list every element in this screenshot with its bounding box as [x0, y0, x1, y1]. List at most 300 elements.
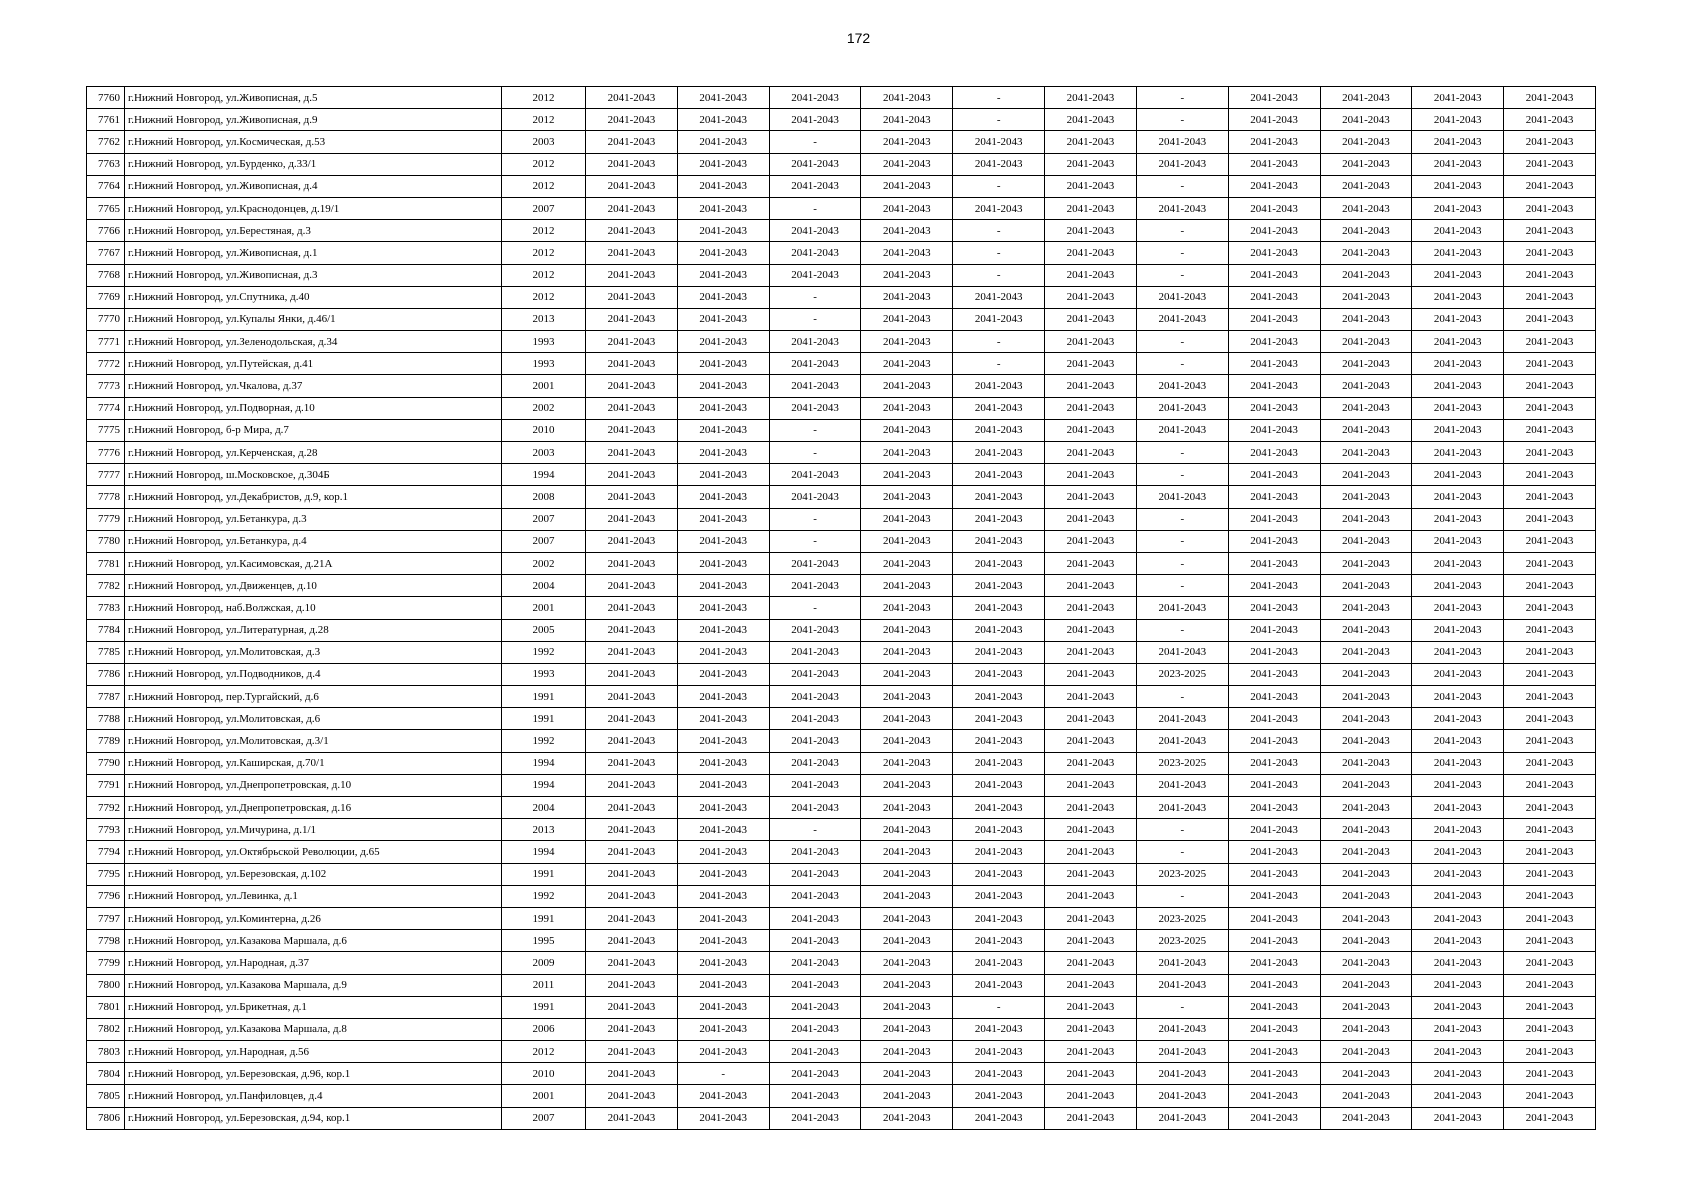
period-cell: 2041-2043 — [1045, 686, 1137, 708]
period-cell: 2041-2043 — [953, 308, 1045, 330]
period-cell: 2041-2043 — [1504, 464, 1596, 486]
period-cell: 2041-2043 — [953, 1018, 1045, 1040]
period-cell: 2041-2043 — [861, 1041, 953, 1063]
period-cell: 2041-2043 — [1320, 996, 1412, 1018]
period-cell: 2041-2043 — [861, 597, 953, 619]
period-cell: 2041-2043 — [1412, 930, 1504, 952]
row-number-cell: 7786 — [87, 663, 125, 685]
period-cell: 2041-2043 — [769, 464, 861, 486]
address-cell: г.Нижний Новгород, ул.Декабристов, д.9, кор.1 — [125, 486, 502, 508]
row-number-cell: 7780 — [87, 530, 125, 552]
row-number-cell: 7766 — [87, 220, 125, 242]
year-cell: 2007 — [502, 197, 586, 219]
period-cell: 2041-2043 — [586, 863, 678, 885]
address-cell: г.Нижний Новгород, ул.Мичурина, д.1/1 — [125, 819, 502, 841]
row-number-cell: 7777 — [87, 464, 125, 486]
period-cell: - — [1136, 442, 1228, 464]
period-cell: 2041-2043 — [1504, 1107, 1596, 1129]
period-cell: - — [953, 175, 1045, 197]
period-cell: 2041-2043 — [1320, 730, 1412, 752]
address-cell: г.Нижний Новгород, ул.Чкалова, д.37 — [125, 375, 502, 397]
table-row — [87, 286, 1596, 308]
period-cell: 2041-2043 — [953, 1063, 1045, 1085]
period-cell: 2041-2043 — [953, 597, 1045, 619]
period-cell: 2041-2043 — [1228, 220, 1320, 242]
period-cell: 2041-2043 — [1228, 397, 1320, 419]
period-cell: 2041-2043 — [1136, 641, 1228, 663]
period-cell: 2041-2043 — [1045, 996, 1137, 1018]
period-cell: 2041-2043 — [586, 930, 678, 952]
period-cell: 2041-2043 — [1045, 907, 1137, 929]
year-cell: 1992 — [502, 885, 586, 907]
period-cell: 2041-2043 — [586, 175, 678, 197]
period-cell: 2041-2043 — [677, 663, 769, 685]
year-cell: 1994 — [502, 464, 586, 486]
row-number-cell: 7796 — [87, 885, 125, 907]
row-number-cell: 7805 — [87, 1085, 125, 1107]
period-cell: - — [953, 996, 1045, 1018]
period-cell: 2041-2043 — [1228, 597, 1320, 619]
year-cell: 2003 — [502, 131, 586, 153]
period-cell: 2041-2043 — [677, 1107, 769, 1129]
period-cell: 2041-2043 — [1045, 286, 1137, 308]
period-cell: 2041-2043 — [1136, 286, 1228, 308]
row-number-cell: 7792 — [87, 797, 125, 819]
period-cell: 2041-2043 — [953, 730, 1045, 752]
period-cell: 2041-2043 — [1320, 686, 1412, 708]
period-cell: 2041-2043 — [1412, 464, 1504, 486]
period-cell: 2041-2043 — [1228, 1041, 1320, 1063]
period-cell: 2041-2043 — [769, 1063, 861, 1085]
period-cell: 2041-2043 — [1228, 930, 1320, 952]
period-cell: 2041-2043 — [1136, 153, 1228, 175]
year-cell: 2007 — [502, 530, 586, 552]
period-cell: 2041-2043 — [1412, 331, 1504, 353]
address-cell: г.Нижний Новгород, ул.Зеленодольская, д.34 — [125, 331, 502, 353]
period-cell: 2041-2043 — [953, 907, 1045, 929]
row-number-cell: 7801 — [87, 996, 125, 1018]
period-cell: 2041-2043 — [1504, 907, 1596, 929]
period-cell: 2041-2043 — [1320, 397, 1412, 419]
period-cell: 2041-2043 — [1228, 87, 1320, 109]
period-cell: 2041-2043 — [586, 375, 678, 397]
row-number-cell: 7791 — [87, 774, 125, 796]
period-cell: 2041-2043 — [586, 974, 678, 996]
period-cell: - — [953, 242, 1045, 264]
address-cell: г.Нижний Новгород, ул.Днепропетровская, д.16 — [125, 797, 502, 819]
period-cell: 2041-2043 — [1504, 353, 1596, 375]
address-cell: г.Нижний Новгород, ул.Березовская, д.94, кор.1 — [125, 1107, 502, 1129]
table-row — [87, 752, 1596, 774]
period-cell: 2041-2043 — [677, 530, 769, 552]
table-row — [87, 1107, 1596, 1129]
period-cell: 2041-2043 — [1504, 331, 1596, 353]
period-cell: 2041-2043 — [1136, 974, 1228, 996]
address-cell: г.Нижний Новгород, ул.Живописная, д.3 — [125, 264, 502, 286]
period-cell: 2041-2043 — [586, 1018, 678, 1040]
period-cell: 2041-2043 — [1320, 331, 1412, 353]
period-cell: 2041-2043 — [1045, 708, 1137, 730]
period-cell: 2041-2043 — [953, 464, 1045, 486]
address-cell: г.Нижний Новгород, ул.Каширская, д.70/1 — [125, 752, 502, 774]
year-cell: 2012 — [502, 1041, 586, 1063]
period-cell: 2041-2043 — [1045, 442, 1137, 464]
period-cell: 2041-2043 — [586, 242, 678, 264]
address-cell: г.Нижний Новгород, наб.Волжская, д.10 — [125, 597, 502, 619]
period-cell: 2041-2043 — [1412, 220, 1504, 242]
period-cell: 2041-2043 — [1045, 353, 1137, 375]
row-number-cell: 7771 — [87, 331, 125, 353]
address-cell: г.Нижний Новгород, ул.Бетанкура, д.4 — [125, 530, 502, 552]
period-cell: - — [1136, 841, 1228, 863]
period-cell: 2041-2043 — [1412, 641, 1504, 663]
row-number-cell: 7798 — [87, 930, 125, 952]
period-cell: 2041-2043 — [586, 1085, 678, 1107]
period-cell: 2041-2043 — [953, 197, 1045, 219]
period-cell: 2041-2043 — [769, 1018, 861, 1040]
period-cell: 2041-2043 — [769, 1041, 861, 1063]
period-cell: 2041-2043 — [1412, 1107, 1504, 1129]
period-cell: 2041-2043 — [1504, 819, 1596, 841]
row-number-cell: 7768 — [87, 264, 125, 286]
period-cell: - — [1136, 87, 1228, 109]
period-cell: 2041-2043 — [1045, 197, 1137, 219]
period-cell: 2041-2043 — [1320, 1085, 1412, 1107]
period-cell: 2041-2043 — [1228, 331, 1320, 353]
period-cell: 2041-2043 — [861, 752, 953, 774]
table-row — [87, 575, 1596, 597]
table-row — [87, 109, 1596, 131]
period-cell: - — [1136, 819, 1228, 841]
period-cell: 2041-2043 — [1045, 131, 1137, 153]
period-cell: 2041-2043 — [1228, 907, 1320, 929]
period-cell: - — [769, 197, 861, 219]
table-row — [87, 175, 1596, 197]
row-number-cell: 7802 — [87, 1018, 125, 1040]
period-cell: 2041-2043 — [769, 175, 861, 197]
period-cell: 2041-2043 — [1228, 375, 1320, 397]
year-cell: 2012 — [502, 220, 586, 242]
period-cell: 2041-2043 — [586, 575, 678, 597]
address-cell: г.Нижний Новгород, ул.Живописная, д.4 — [125, 175, 502, 197]
table-row — [87, 907, 1596, 929]
period-cell: 2041-2043 — [1504, 797, 1596, 819]
table-row — [87, 952, 1596, 974]
period-cell: 2041-2043 — [1412, 442, 1504, 464]
address-cell: г.Нижний Новгород, ул.Бетанкура, д.3 — [125, 508, 502, 530]
period-cell: 2041-2043 — [677, 552, 769, 574]
year-cell: 2013 — [502, 819, 586, 841]
period-cell: 2041-2043 — [1504, 397, 1596, 419]
period-cell: 2041-2043 — [1045, 109, 1137, 131]
period-cell: 2041-2043 — [769, 885, 861, 907]
period-cell: 2041-2043 — [1228, 1107, 1320, 1129]
period-cell: 2041-2043 — [1320, 1041, 1412, 1063]
period-cell: - — [1136, 552, 1228, 574]
period-cell: 2041-2043 — [1412, 885, 1504, 907]
year-cell: 1993 — [502, 663, 586, 685]
period-cell: 2041-2043 — [1412, 619, 1504, 641]
period-cell: 2041-2043 — [1412, 197, 1504, 219]
period-cell: 2041-2043 — [1320, 530, 1412, 552]
period-cell: 2041-2043 — [861, 907, 953, 929]
period-cell: 2041-2043 — [953, 930, 1045, 952]
period-cell: 2041-2043 — [1504, 530, 1596, 552]
period-cell: 2041-2043 — [1504, 686, 1596, 708]
row-number-cell: 7772 — [87, 353, 125, 375]
period-cell: 2041-2043 — [1228, 464, 1320, 486]
period-cell: - — [953, 353, 1045, 375]
period-cell: 2041-2043 — [586, 197, 678, 219]
period-cell: 2041-2043 — [1045, 863, 1137, 885]
period-cell: 2041-2043 — [861, 442, 953, 464]
period-cell: 2041-2043 — [953, 797, 1045, 819]
period-cell: 2041-2043 — [1228, 952, 1320, 974]
period-cell: 2041-2043 — [861, 774, 953, 796]
period-cell: - — [953, 331, 1045, 353]
period-cell: 2041-2043 — [1320, 863, 1412, 885]
period-cell: 2041-2043 — [861, 819, 953, 841]
period-cell: 2041-2043 — [677, 907, 769, 929]
period-cell: 2041-2043 — [677, 575, 769, 597]
table-row — [87, 619, 1596, 641]
period-cell: - — [769, 597, 861, 619]
period-cell: 2041-2043 — [1045, 974, 1137, 996]
table-row — [87, 686, 1596, 708]
period-cell: 2041-2043 — [677, 153, 769, 175]
period-cell: 2041-2043 — [1045, 552, 1137, 574]
period-cell: 2041-2043 — [586, 264, 678, 286]
period-cell: 2041-2043 — [861, 486, 953, 508]
period-cell: 2041-2043 — [1045, 597, 1137, 619]
period-cell: 2041-2043 — [1504, 641, 1596, 663]
period-cell: 2041-2043 — [953, 442, 1045, 464]
address-cell: г.Нижний Новгород, ул.Березовская, д.102 — [125, 863, 502, 885]
period-cell: - — [677, 1063, 769, 1085]
period-cell: 2041-2043 — [586, 619, 678, 641]
period-cell: 2041-2043 — [1412, 419, 1504, 441]
period-cell: 2041-2043 — [1320, 974, 1412, 996]
table-row — [87, 242, 1596, 264]
period-cell: 2041-2043 — [769, 907, 861, 929]
period-cell: 2041-2043 — [586, 397, 678, 419]
table-row — [87, 442, 1596, 464]
period-cell: 2041-2043 — [1228, 974, 1320, 996]
year-cell: 2005 — [502, 619, 586, 641]
row-number-cell: 7773 — [87, 375, 125, 397]
row-number-cell: 7787 — [87, 686, 125, 708]
address-cell: г.Нижний Новгород, ул.Движенцев, д.10 — [125, 575, 502, 597]
period-cell: 2023-2025 — [1136, 663, 1228, 685]
period-cell: 2041-2043 — [1504, 1041, 1596, 1063]
period-cell: 2041-2043 — [677, 508, 769, 530]
period-cell: 2041-2043 — [586, 552, 678, 574]
period-cell: 2041-2043 — [1504, 175, 1596, 197]
address-cell: г.Нижний Новгород, ул.Казакова Маршала, д.8 — [125, 1018, 502, 1040]
period-cell: 2041-2043 — [1228, 841, 1320, 863]
period-cell: 2041-2043 — [1412, 774, 1504, 796]
period-cell: 2041-2043 — [1504, 1063, 1596, 1085]
period-cell: 2041-2043 — [861, 619, 953, 641]
row-number-cell: 7765 — [87, 197, 125, 219]
period-cell: 2041-2043 — [861, 109, 953, 131]
period-cell: 2041-2043 — [769, 863, 861, 885]
period-cell: 2041-2043 — [677, 819, 769, 841]
year-cell: 2007 — [502, 508, 586, 530]
period-cell: 2041-2043 — [1045, 530, 1137, 552]
table-row — [87, 375, 1596, 397]
period-cell: 2041-2043 — [677, 619, 769, 641]
period-cell: 2041-2043 — [861, 952, 953, 974]
period-cell: 2041-2043 — [1320, 952, 1412, 974]
period-cell: 2041-2043 — [1320, 508, 1412, 530]
table-row — [87, 597, 1596, 619]
period-cell: 2041-2043 — [1412, 375, 1504, 397]
period-cell: 2041-2043 — [1320, 597, 1412, 619]
period-cell: 2041-2043 — [586, 885, 678, 907]
period-cell: 2041-2043 — [1228, 708, 1320, 730]
period-cell: - — [953, 264, 1045, 286]
period-cell: 2041-2043 — [1412, 486, 1504, 508]
period-cell: 2041-2043 — [1504, 863, 1596, 885]
period-cell: 2041-2043 — [1412, 308, 1504, 330]
period-cell: 2041-2043 — [1045, 153, 1137, 175]
period-cell: 2041-2043 — [1136, 1107, 1228, 1129]
period-cell: 2041-2043 — [1045, 619, 1137, 641]
year-cell: 1991 — [502, 686, 586, 708]
period-cell: 2041-2043 — [861, 1107, 953, 1129]
row-number-cell: 7784 — [87, 619, 125, 641]
period-cell: - — [1136, 264, 1228, 286]
period-cell: 2041-2043 — [1504, 131, 1596, 153]
row-number-cell: 7762 — [87, 131, 125, 153]
period-cell: 2041-2043 — [1412, 1063, 1504, 1085]
table-row — [87, 131, 1596, 153]
period-cell: 2041-2043 — [953, 575, 1045, 597]
period-cell: - — [1136, 220, 1228, 242]
year-cell: 1994 — [502, 841, 586, 863]
period-cell: - — [1136, 530, 1228, 552]
table-row — [87, 996, 1596, 1018]
period-cell: 2041-2043 — [769, 1085, 861, 1107]
table-row — [87, 552, 1596, 574]
period-cell: 2041-2043 — [1504, 375, 1596, 397]
year-cell: 1994 — [502, 752, 586, 774]
row-number-cell: 7775 — [87, 419, 125, 441]
table-row — [87, 641, 1596, 663]
row-number-cell: 7789 — [87, 730, 125, 752]
period-cell: 2041-2043 — [677, 197, 769, 219]
year-cell: 2012 — [502, 109, 586, 131]
period-cell: 2041-2043 — [953, 508, 1045, 530]
year-cell: 2013 — [502, 308, 586, 330]
period-cell: 2041-2043 — [1320, 575, 1412, 597]
period-cell: 2041-2043 — [861, 308, 953, 330]
period-cell: 2041-2043 — [1504, 619, 1596, 641]
period-cell: 2041-2043 — [586, 663, 678, 685]
period-cell: 2041-2043 — [1504, 930, 1596, 952]
period-cell: 2041-2043 — [1412, 841, 1504, 863]
period-cell: 2041-2043 — [1228, 442, 1320, 464]
period-cell: 2041-2043 — [1045, 885, 1137, 907]
period-cell: 2041-2043 — [1412, 952, 1504, 974]
period-cell: 2041-2043 — [1504, 974, 1596, 996]
period-cell: 2041-2043 — [1136, 1041, 1228, 1063]
period-cell: - — [1136, 353, 1228, 375]
period-cell: 2041-2043 — [1320, 819, 1412, 841]
period-cell: 2041-2043 — [861, 353, 953, 375]
year-cell: 1992 — [502, 641, 586, 663]
period-cell: 2041-2043 — [953, 819, 1045, 841]
period-cell: 2041-2043 — [1320, 486, 1412, 508]
address-cell: г.Нижний Новгород, ул.Подворная, д.10 — [125, 397, 502, 419]
period-cell: 2041-2043 — [677, 419, 769, 441]
year-cell: 2004 — [502, 797, 586, 819]
period-cell: 2041-2043 — [1045, 508, 1137, 530]
period-cell: 2041-2043 — [677, 1085, 769, 1107]
year-cell: 2009 — [502, 952, 586, 974]
period-cell: 2041-2043 — [861, 264, 953, 286]
period-cell: 2041-2043 — [953, 131, 1045, 153]
period-cell: 2041-2043 — [586, 1107, 678, 1129]
period-cell: 2041-2043 — [677, 841, 769, 863]
row-number-cell: 7760 — [87, 87, 125, 109]
period-cell: 2041-2043 — [1320, 419, 1412, 441]
period-cell: 2041-2043 — [769, 375, 861, 397]
table-row — [87, 508, 1596, 530]
period-cell: 2041-2043 — [1320, 885, 1412, 907]
period-cell: 2041-2043 — [1412, 996, 1504, 1018]
row-number-cell: 7795 — [87, 863, 125, 885]
period-cell: 2041-2043 — [1045, 797, 1137, 819]
period-cell: 2041-2043 — [677, 464, 769, 486]
housing-registry-table — [86, 86, 1596, 1130]
period-cell: - — [769, 819, 861, 841]
period-cell: 2041-2043 — [1504, 442, 1596, 464]
address-cell: г.Нижний Новгород, ул.Брикетная, д.1 — [125, 996, 502, 1018]
row-number-cell: 7763 — [87, 153, 125, 175]
table-row — [87, 1018, 1596, 1040]
period-cell: 2041-2043 — [586, 109, 678, 131]
row-number-cell: 7767 — [87, 242, 125, 264]
period-cell: 2041-2043 — [1228, 552, 1320, 574]
period-cell: 2041-2043 — [953, 686, 1045, 708]
period-cell: - — [1136, 508, 1228, 530]
period-cell: 2041-2043 — [1504, 730, 1596, 752]
period-cell: 2041-2043 — [1136, 375, 1228, 397]
period-cell: 2041-2043 — [677, 952, 769, 974]
year-cell: 2001 — [502, 375, 586, 397]
table-row — [87, 863, 1596, 885]
year-cell: 2011 — [502, 974, 586, 996]
period-cell: 2041-2043 — [953, 486, 1045, 508]
year-cell: 2010 — [502, 1063, 586, 1085]
row-number-cell: 7788 — [87, 708, 125, 730]
year-cell: 1994 — [502, 774, 586, 796]
period-cell: 2041-2043 — [1045, 1063, 1137, 1085]
period-cell: 2041-2043 — [861, 863, 953, 885]
period-cell: 2041-2043 — [953, 863, 1045, 885]
period-cell: - — [769, 508, 861, 530]
period-cell: 2041-2043 — [1504, 286, 1596, 308]
period-cell: 2041-2043 — [953, 885, 1045, 907]
period-cell: - — [1136, 619, 1228, 641]
period-cell: 2041-2043 — [1412, 730, 1504, 752]
year-cell: 1993 — [502, 353, 586, 375]
period-cell: 2023-2025 — [1136, 752, 1228, 774]
period-cell: 2041-2043 — [1228, 131, 1320, 153]
period-cell: 2041-2043 — [1412, 663, 1504, 685]
